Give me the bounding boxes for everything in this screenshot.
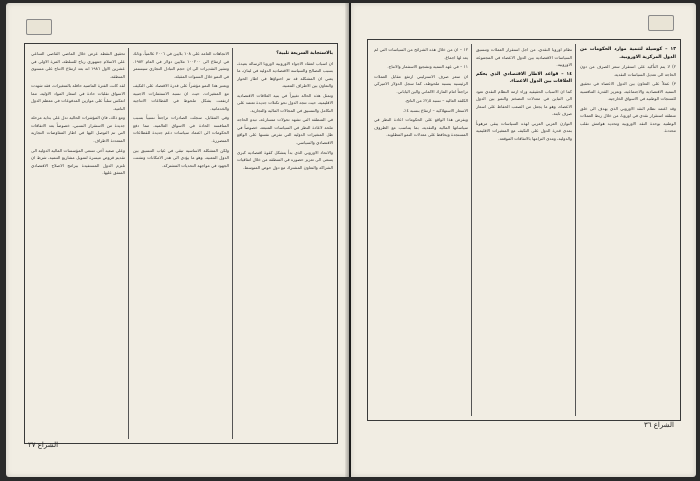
paragraph: ١٣ – كوسيلة لتنمية موارد الحكومات من الدول المركزية الاوروبية. <box>580 47 676 60</box>
paragraph: ١١ – في عهد التنمية وتشجيع الاستثمار والانتاج. <box>387 64 468 70</box>
left-column-1 <box>237 50 333 439</box>
paragraph: ١٢ – ان من خلال هذه الشرائح من السياسات التي لم يعد لها اجماع. <box>374 47 468 60</box>
paragraph: ٣) عملاً على التعاون بين الدول الاعضاء في تحقيق التنمية الاقتصادية والاجتماعية، وتعزيز القدرة التنافسية للمنتجات الوطنية في الاسواق الخارجية. <box>580 81 676 102</box>
paragraph: وقد اعتمد نظام النقد الاوروبي الذي يهدف الى خلق منطقة استقرار نقدي في اوروبا، من خلال ربط العملات الوطنية بوحدة النقد الاوروبية وتحديد هوامش تقلب محددة. <box>580 105 676 134</box>
magazine-spread <box>6 3 696 477</box>
column-rule <box>232 48 233 439</box>
paragraph: ٢) لا يتم التأكيد على استقرار سعر الصرف من دون الحاجة الى تعديل السياسات النقدية. <box>580 64 676 77</box>
column-rule <box>128 48 129 439</box>
paragraph: ١٤ – قواعد الاطار الاقتصادي الذي يحكم العلاقات بين الدول الاعضاء. <box>476 71 572 85</box>
right-text-frame <box>367 39 681 421</box>
library-stamp <box>648 15 674 31</box>
right-column-2 <box>476 46 572 416</box>
paragraph: والاتحاد الاوروبي الذي بدأ يتشكل كقوة اقتصادية كبرى يسعى الى تعزيز حضوره في المنطقة من خلال اتفاقيات الشراكة والتعاون المشترك مع دول حوض المتوسط. <box>237 149 333 170</box>
page-number-right: الشراع ٣٦ <box>643 421 674 429</box>
library-stamp <box>26 19 52 35</box>
left-column-3 <box>31 50 125 439</box>
right-page <box>351 3 696 477</box>
right-column-3 <box>374 46 468 416</box>
paragraph: لقد كانت الفترة الماضية حافلة بالمتغيرات، فقد شهدت الاسواق تقلبات حادة في اسعار المواد الاولية، مما انعكس سلباً على موازين المدفوعات في معظم الدول النامية. <box>31 83 125 111</box>
paragraph: تحقيق النقطة عرض خلال الماضي القاصي الساعي على الاسلام جمهوري رباح للسلطة، المرة الاولى في عشرين الاول ١٩٨٦ انه بعد ارتفاع الانتاج على مستوى المنطقة. <box>31 51 125 79</box>
paragraph: ان سعر صرف الاسترليني ارتفع مقابل العملات الرئيسية بنسبة ملحوظة، كما سجل الدولار الاميركي تراجعاً امام المارك الالماني والين الياباني. <box>374 73 468 94</box>
right-column-1 <box>580 46 676 416</box>
column-rule <box>575 44 576 416</box>
paragraph: ويعتبر هذا النمو مؤشراً على قدرة الاقتصاد على التكيف مع المتغيرات، حيث ان نسبة الاستثمارات الاجنبية ارتفعت بشكل ملحوظ في القطاعات الانتاجية والخدماتية. <box>133 83 229 111</box>
paragraph: نظام اوروبا النقدي، من اجل استقرار العملات وتنسيق السياسات الاقتصادية بين الدول الاعضاء في المجموعة الاوروبية. <box>476 47 572 68</box>
paragraph: بالاستجابة السريعة تلبية؟ <box>276 51 333 56</box>
paragraph: ويفرض هذا الواقع على الحكومات اعادة النظر في سياساتها المالية والنقدية، بما يتناسب مع الظروف المستجدة ويحافظ على معدلات النمو المطلوبة. <box>374 117 468 138</box>
paragraph: في المنطقة التي تشهد تحولات متسارعة، تبدو الحاجة ملحة لاعادة النظر في السياسات المتبعة، خصوصاً في ظل المتغيرات الدولية التي تفرض نفسها على الواقع الاقتصادي والسياسي. <box>237 117 333 146</box>
paragraph: التوازن العربي العربي لهذه السياسات يبقى مرهوناً بمدى قدرة الدول على التكيف مع المتغيرات الاقليمية والدولية، ومدى التزامها بالاتفاقات الموقعة. <box>476 120 572 142</box>
page-number-left: الشراع ٣٧ <box>28 441 59 449</box>
left-column-2 <box>133 50 229 439</box>
paragraph: ولكن المشكلة الاساسية تبقى في غياب التنسيق بين الدول المعنية، وهو ما يؤدي الى هدر الامكانات وتشتت الجهود في مواجهة التحديات المشتركة. <box>133 147 229 168</box>
paragraph: الكلفة العالية – نسبة ٢٫٥٪ من الناتج. <box>404 98 468 104</box>
paragraph: كما ان الاسباب الحقيقية وراء ازمة النظام النقدي تعود الى التباين في معدلات التضخم والنمو بين الدول الاعضاء، وهو ما يجعل من الصعب الحفاظ على اسعار صرف ثابتة. <box>476 88 572 117</box>
paragraph: وفي المقابل، سجلت الصادرات تراجعاً نسبياً بسبب المنافسة الحادة في الاسواق العالمية، مما دفع الحكومات الى اعتماد سياسات دعم جديدة للقطاعات المتضررة. <box>133 115 229 144</box>
left-text-frame <box>24 43 338 444</box>
left-page <box>6 3 349 477</box>
paragraph: ومع ذلك، فان المؤشرات الحالية تدل على بداية مرحلة جديدة من الاستقرار النسبي، خصوصاً بعد الاتفاقات التي تم التوصل اليها في اطار المفاوضات التجارية المتعددة الاطراف. <box>31 115 125 144</box>
paragraph: الاتجاهات العامة على ١٠٨ بلايين في ٢٠٠٦ عالمياً، وذلك في ارتفاع الى ١٠٠٢٠٠ ملايين دولار في العام ١٩٨٢. وتشير التقديرات الى ان حجم التبادل التجاري سيستمر في النمو خلال السنوات المقبلة. <box>133 51 229 79</box>
paragraph: وتمثل هذه الحالة تغييراً في بنية العلاقات الاقتصادية الاقليمية، حيث تتجه الدول نحو تكتلات جديدة تعتمد على التكامل والتنسيق في المجالات المالية والتجارية. <box>237 92 333 113</box>
column-rule <box>471 44 472 416</box>
paragraph: الاسعار الاستهلاكية – ارتفاع بنسبة ٤٪. <box>402 107 468 113</box>
paragraph: وعلى صعيد آخر، تسعى المؤسسات المالية الدولية الى تقديم قروض ميسرة لتمويل مشاريع التنمية، شرط ان تلتزم الدول المستفيدة ببرامج الاصلاح الاقتصادي المتفق عليها. <box>31 147 125 176</box>
paragraph: ان اسباب انعقاد الاجواء الاوروبية لاوروبا الرسالة بعيدة، بسبب التصالح والسياسة الاقتصادية الدولية في لبنان، ما يعني ان المشكلة قد تم احتواؤها في اطار الحوار والتعاون بين الاطراف المعنية. <box>237 60 333 89</box>
